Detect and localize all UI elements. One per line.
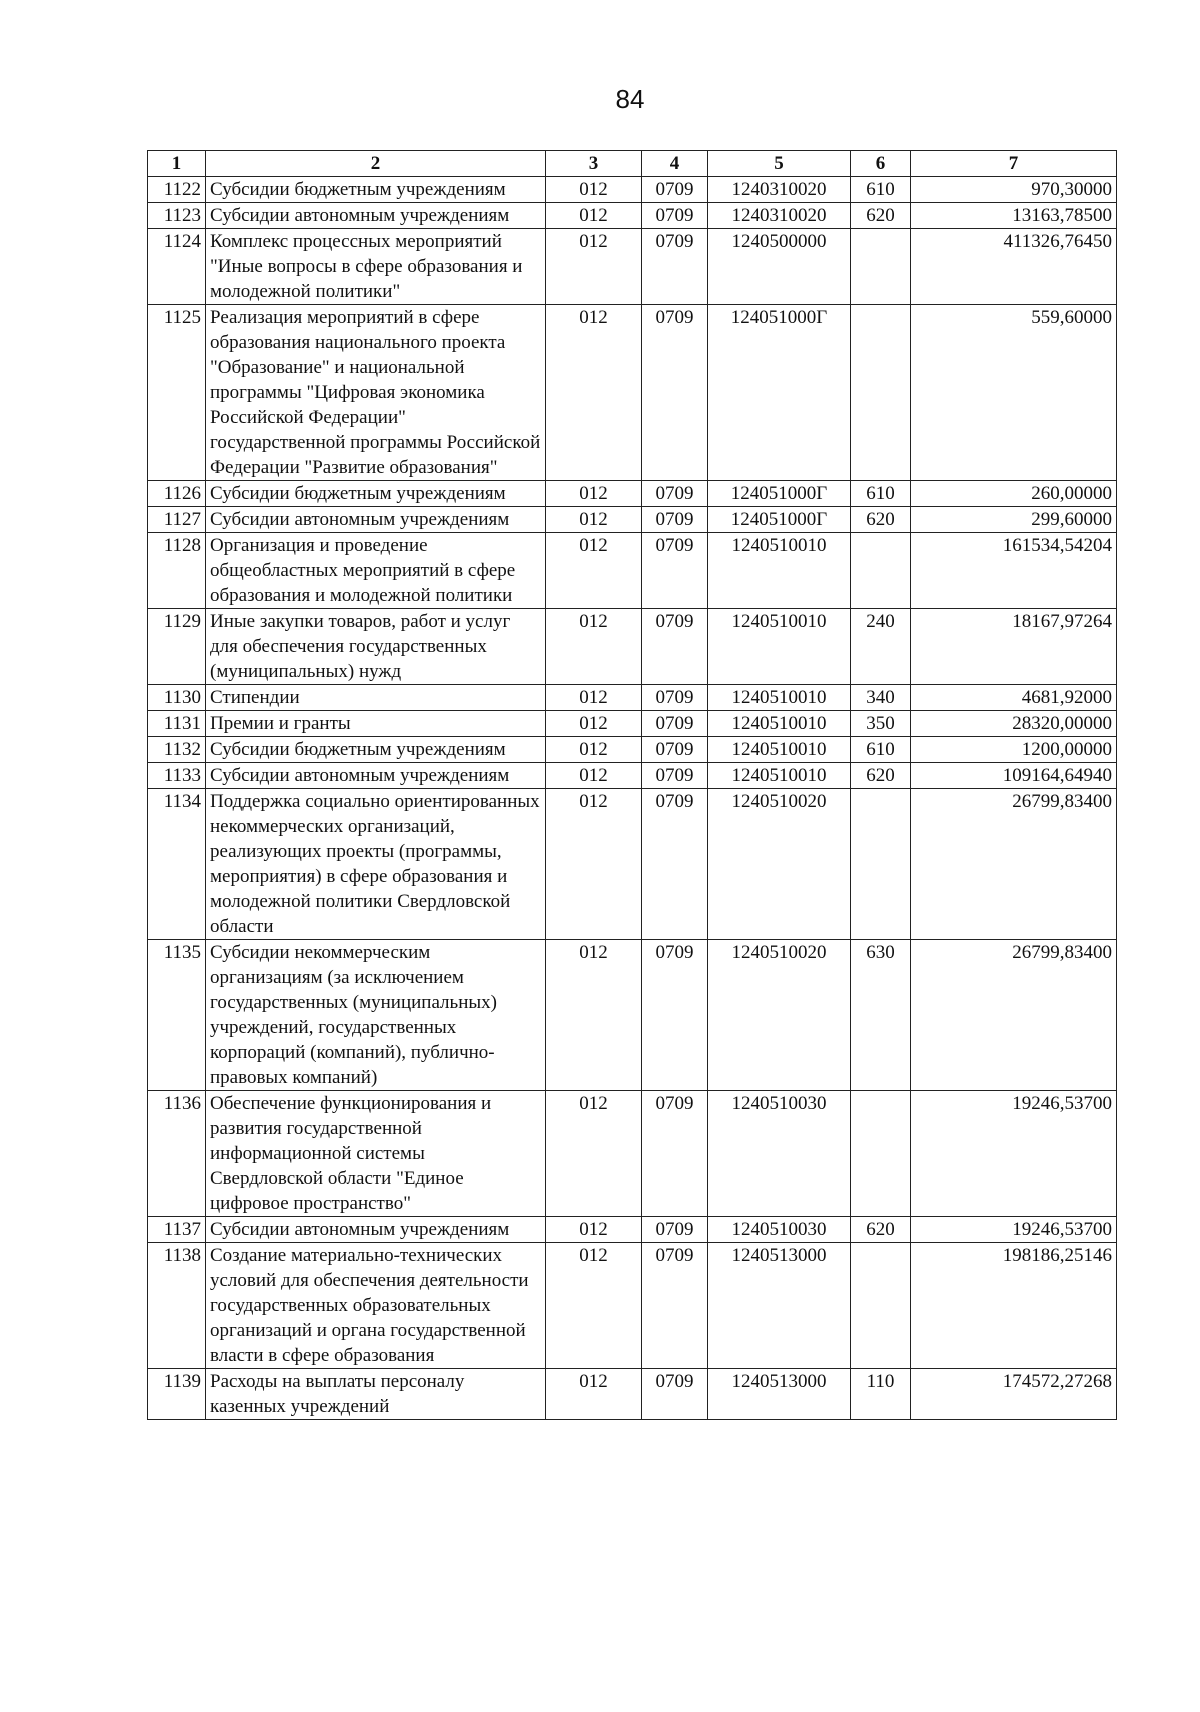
row-code-expense-cell: 350 <box>851 711 911 737</box>
row-code-target-cell: 124051000Г <box>708 481 851 507</box>
header-cell-6: 6 <box>851 151 911 177</box>
row-code-target-cell: 1240510030 <box>708 1091 851 1217</box>
row-name-cell: Субсидии автономным учреждениям <box>206 203 546 229</box>
row-code-section-cell: 0709 <box>642 940 708 1091</box>
header-row <box>148 151 1117 177</box>
row-name-cell: Субсидии автономным учреждениям <box>206 507 546 533</box>
row-name-cell: Организация и проведение общеобластных мероприятий в сфере образования и молодежной политики <box>206 533 546 609</box>
table-row <box>148 203 1117 229</box>
row-amount-cell: 18167,97264 <box>911 609 1117 685</box>
row-code-expense-cell: 620 <box>851 763 911 789</box>
row-code-target-cell: 1240500000 <box>708 229 851 305</box>
row-code-expense-cell <box>851 229 911 305</box>
row-code-target-cell: 1240510010 <box>708 711 851 737</box>
row-code-section-cell: 0709 <box>642 533 708 609</box>
row-name-cell: Субсидии бюджетным учреждениям <box>206 481 546 507</box>
row-code-target-cell: 124051000Г <box>708 305 851 481</box>
header-cell-5: 5 <box>708 151 851 177</box>
row-code-ministry-cell: 012 <box>546 177 642 203</box>
row-code-ministry-cell: 012 <box>546 1091 642 1217</box>
budget-table <box>147 150 1117 1420</box>
row-amount-cell: 161534,54204 <box>911 533 1117 609</box>
table-row <box>148 737 1117 763</box>
row-amount-cell: 411326,76450 <box>911 229 1117 305</box>
row-code-expense-cell <box>851 789 911 940</box>
row-name-cell: Субсидии автономным учреждениям <box>206 1217 546 1243</box>
page-number: 84 <box>615 84 645 114</box>
row-amount-cell: 1200,00000 <box>911 737 1117 763</box>
row-code-target-cell: 1240510010 <box>708 763 851 789</box>
header-cell-2: 2 <box>206 151 546 177</box>
row-code-expense-cell <box>851 1243 911 1369</box>
row-code-ministry-cell: 012 <box>546 533 642 609</box>
row-name-cell: Создание материально-технических условий для обеспечения деятельности государственных образовательных организаций и органа государственной власти в сфере образования <box>206 1243 546 1369</box>
row-code-target-cell: 1240513000 <box>708 1243 851 1369</box>
table-row <box>148 711 1117 737</box>
row-code-expense-cell: 620 <box>851 203 911 229</box>
row-name-cell: Стипендии <box>206 685 546 711</box>
row-number-cell: 1135 <box>148 940 206 1091</box>
row-number-cell: 1132 <box>148 737 206 763</box>
row-code-section-cell: 0709 <box>642 1243 708 1369</box>
row-code-ministry-cell: 012 <box>546 685 642 711</box>
row-code-target-cell: 1240510020 <box>708 940 851 1091</box>
row-code-section-cell: 0709 <box>642 305 708 481</box>
row-number-cell: 1130 <box>148 685 206 711</box>
header-cell-7: 7 <box>911 151 1117 177</box>
table-row <box>148 1369 1117 1420</box>
row-amount-cell: 559,60000 <box>911 305 1117 481</box>
row-code-target-cell: 1240310020 <box>708 177 851 203</box>
row-code-target-cell: 1240510030 <box>708 1217 851 1243</box>
row-code-section-cell: 0709 <box>642 1369 708 1420</box>
row-code-expense-cell: 620 <box>851 1217 911 1243</box>
row-code-expense-cell: 110 <box>851 1369 911 1420</box>
row-amount-cell: 26799,83400 <box>911 940 1117 1091</box>
row-code-target-cell: 1240310020 <box>708 203 851 229</box>
row-code-section-cell: 0709 <box>642 789 708 940</box>
row-number-cell: 1125 <box>148 305 206 481</box>
row-name-cell: Иные закупки товаров, работ и услуг для обеспечения государственных (муниципальных) нужд <box>206 609 546 685</box>
row-code-ministry-cell: 012 <box>546 203 642 229</box>
row-code-expense-cell <box>851 305 911 481</box>
table-row <box>148 763 1117 789</box>
row-code-section-cell: 0709 <box>642 711 708 737</box>
table-row <box>148 507 1117 533</box>
table-row <box>148 789 1117 940</box>
row-name-cell: Премии и гранты <box>206 711 546 737</box>
row-code-target-cell: 1240513000 <box>708 1369 851 1420</box>
row-code-ministry-cell: 012 <box>546 481 642 507</box>
table-row <box>148 1091 1117 1217</box>
header-cell-3: 3 <box>546 151 642 177</box>
row-amount-cell: 13163,78500 <box>911 203 1117 229</box>
row-code-ministry-cell: 012 <box>546 940 642 1091</box>
row-code-ministry-cell: 012 <box>546 1217 642 1243</box>
row-number-cell: 1123 <box>148 203 206 229</box>
table-row <box>148 533 1117 609</box>
row-amount-cell: 109164,64940 <box>911 763 1117 789</box>
row-name-cell: Поддержка социально ориентированных некоммерческих организаций, реализующих проекты (программы, мероприятия) в сфере образования и молодежной политики Свердловской области <box>206 789 546 940</box>
row-code-expense-cell: 630 <box>851 940 911 1091</box>
row-number-cell: 1129 <box>148 609 206 685</box>
table-body <box>148 177 1117 1420</box>
row-code-section-cell: 0709 <box>642 685 708 711</box>
row-code-ministry-cell: 012 <box>546 229 642 305</box>
row-code-section-cell: 0709 <box>642 507 708 533</box>
row-code-expense-cell: 610 <box>851 481 911 507</box>
row-number-cell: 1136 <box>148 1091 206 1217</box>
row-name-cell: Субсидии автономным учреждениям <box>206 763 546 789</box>
row-amount-cell: 19246,53700 <box>911 1217 1117 1243</box>
row-code-expense-cell <box>851 533 911 609</box>
row-code-ministry-cell: 012 <box>546 763 642 789</box>
row-name-cell: Субсидии бюджетным учреждениям <box>206 737 546 763</box>
row-amount-cell: 198186,25146 <box>911 1243 1117 1369</box>
row-number-cell: 1137 <box>148 1217 206 1243</box>
row-code-ministry-cell: 012 <box>546 1369 642 1420</box>
table-row <box>148 1217 1117 1243</box>
row-code-ministry-cell: 012 <box>546 305 642 481</box>
row-name-cell: Реализация мероприятий в сфере образования национального проекта "Образование" и национальной программы "Цифровая экономика Российской Федерации" государственной программы Российской Федерации "Развитие образования" <box>206 305 546 481</box>
row-code-section-cell: 0709 <box>642 203 708 229</box>
row-code-expense-cell: 610 <box>851 177 911 203</box>
row-code-section-cell: 0709 <box>642 229 708 305</box>
row-number-cell: 1134 <box>148 789 206 940</box>
row-amount-cell: 19246,53700 <box>911 1091 1117 1217</box>
table-row <box>148 229 1117 305</box>
table-row <box>148 177 1117 203</box>
row-number-cell: 1127 <box>148 507 206 533</box>
row-name-cell: Расходы на выплаты персоналу казенных учреждений <box>206 1369 546 1420</box>
table-row <box>148 1243 1117 1369</box>
header-cell-4: 4 <box>642 151 708 177</box>
row-number-cell: 1122 <box>148 177 206 203</box>
row-code-target-cell: 1240510020 <box>708 789 851 940</box>
row-number-cell: 1138 <box>148 1243 206 1369</box>
row-code-expense-cell: 610 <box>851 737 911 763</box>
row-code-section-cell: 0709 <box>642 763 708 789</box>
row-name-cell: Субсидии бюджетным учреждениям <box>206 177 546 203</box>
row-number-cell: 1131 <box>148 711 206 737</box>
row-number-cell: 1126 <box>148 481 206 507</box>
row-code-target-cell: 1240510010 <box>708 609 851 685</box>
row-amount-cell: 299,60000 <box>911 507 1117 533</box>
row-amount-cell: 26799,83400 <box>911 789 1117 940</box>
table-row <box>148 685 1117 711</box>
row-number-cell: 1128 <box>148 533 206 609</box>
table-row <box>148 940 1117 1091</box>
row-amount-cell: 174572,27268 <box>911 1369 1117 1420</box>
row-code-target-cell: 1240510010 <box>708 533 851 609</box>
table-row <box>148 305 1117 481</box>
table-row <box>148 609 1117 685</box>
row-code-ministry-cell: 012 <box>546 789 642 940</box>
header-cell-1: 1 <box>148 151 206 177</box>
row-code-section-cell: 0709 <box>642 177 708 203</box>
row-code-ministry-cell: 012 <box>546 507 642 533</box>
row-number-cell: 1139 <box>148 1369 206 1420</box>
row-name-cell: Обеспечение функционирования и развития государственной информационной системы Свердловской области "Единое цифровое пространство" <box>206 1091 546 1217</box>
row-code-section-cell: 0709 <box>642 1217 708 1243</box>
row-code-section-cell: 0709 <box>642 737 708 763</box>
row-name-cell: Комплекс процессных мероприятий "Иные вопросы в сфере образования и молодежной политики" <box>206 229 546 305</box>
row-amount-cell: 260,00000 <box>911 481 1117 507</box>
row-amount-cell: 970,30000 <box>911 177 1117 203</box>
row-code-expense-cell <box>851 1091 911 1217</box>
row-code-ministry-cell: 012 <box>546 711 642 737</box>
row-amount-cell: 4681,92000 <box>911 685 1117 711</box>
row-code-ministry-cell: 012 <box>546 737 642 763</box>
row-amount-cell: 28320,00000 <box>911 711 1117 737</box>
row-code-section-cell: 0709 <box>642 481 708 507</box>
row-code-target-cell: 1240510010 <box>708 737 851 763</box>
row-code-expense-cell: 620 <box>851 507 911 533</box>
row-number-cell: 1133 <box>148 763 206 789</box>
row-code-section-cell: 0709 <box>642 609 708 685</box>
row-code-expense-cell: 240 <box>851 609 911 685</box>
table-row <box>148 481 1117 507</box>
row-code-section-cell: 0709 <box>642 1091 708 1217</box>
row-code-target-cell: 1240510010 <box>708 685 851 711</box>
row-code-ministry-cell: 012 <box>546 609 642 685</box>
row-name-cell: Субсидии некоммерческим организациям (за исключением государственных (муниципальных) учреждений, государственных корпораций (компаний), публично-правовых компаний) <box>206 940 546 1091</box>
row-code-target-cell: 124051000Г <box>708 507 851 533</box>
row-code-ministry-cell: 012 <box>546 1243 642 1369</box>
row-code-expense-cell: 340 <box>851 685 911 711</box>
row-number-cell: 1124 <box>148 229 206 305</box>
